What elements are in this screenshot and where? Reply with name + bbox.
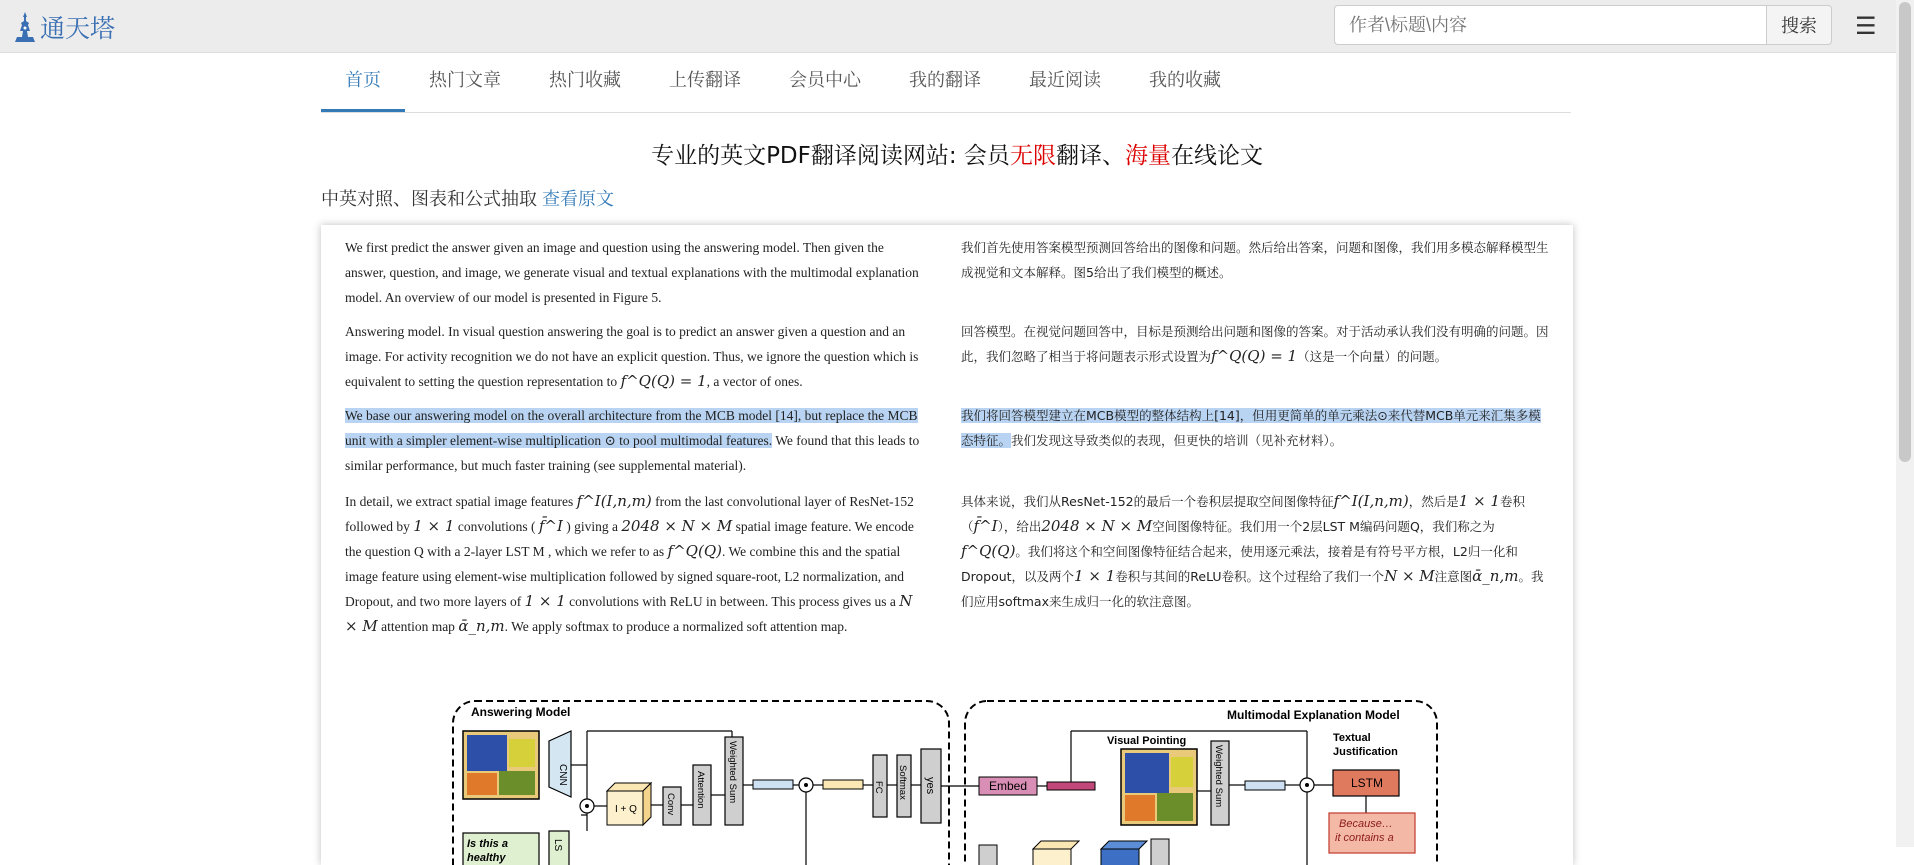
en-p4-seg-2: from the last convolutional layer of ResNet-152 followed by	[345, 494, 914, 534]
zh-p4-math-6: 1 × 1	[1074, 567, 1116, 585]
page-headline	[0, 137, 1914, 170]
en-p4-seg-9: . We apply softmax to produce a normalized soft attention map.	[504, 619, 848, 634]
textual-justification-label-2: Justification	[1333, 746, 1398, 758]
en-p4-seg-4: ) giving a	[566, 519, 618, 534]
tower-logo-icon	[14, 11, 36, 43]
explanation-model-label: Multimodal Explanation Model	[1227, 708, 1400, 722]
answer-yes-label: yes	[924, 777, 936, 795]
bilingual-content-card	[321, 225, 1573, 865]
search-button[interactable]: 搜索	[1766, 5, 1832, 45]
en-paragraph-1: We first predict the answer given an image and question using the answering model. Then given the answer, question, and image, we generate visual and textual explanations with the multimodal explanation model. An overview of our model is presented in Figure 5.	[345, 240, 919, 305]
iq-label: I + Q	[615, 804, 637, 815]
en-p2-text: Answering model. In visual question answering the goal is to predict an answer given a question and an image. For activity recognition we do not have an explicit question. Thus, we ignore the question which is equivalent to setting the question representation to	[345, 324, 919, 389]
input-image-thumbnail	[463, 731, 539, 799]
page-scrollbar[interactable]	[1896, 0, 1914, 847]
explanation-output-1: Because…	[1339, 818, 1393, 830]
en-p4-math-6: 1 × 1	[524, 592, 566, 610]
tab-recent-reading[interactable]: 最近阅读	[1029, 70, 1101, 90]
embed-label: Embed	[989, 779, 1028, 793]
cnn-label: CNN	[557, 764, 568, 786]
headline-highlight-1: 无限	[1009, 143, 1056, 169]
zh-p4-seg-7: 卷积与其间的ReLU卷积。这个过程给了我们一个	[1115, 569, 1385, 584]
en-p4-seg-3: convolutions (	[457, 519, 536, 534]
zh-p4-math-1: f^I(I,n,m)	[1333, 492, 1409, 510]
softmax-label: Softmax	[897, 765, 908, 800]
en-p4-math-8: ᾱ_n,m	[458, 617, 505, 635]
question-lstm-label: LS	[552, 839, 563, 852]
weighted-sum-label: Weighted Sum	[727, 741, 738, 804]
zh-p3-text: 我们发现这导致类似的表现，但更快的培训（见补充材料）。	[1011, 433, 1343, 448]
en-p4-seg-1: In detail, we extract spatial image features	[345, 494, 574, 509]
visual-pointing-image	[1121, 749, 1197, 825]
en-p4-math-1: f^I(I,n,m)	[576, 492, 652, 510]
zh-p4-math-8: ᾱ_n,m	[1472, 567, 1519, 585]
zh-p4-math-4: 2048 × N × M	[1041, 517, 1153, 535]
zh-p4-seg-1: 具体来说，我们从ResNet-152的最后一个卷积层提取空间图像特征	[961, 494, 1334, 509]
en-p3-highlighted[interactable]: We base our answering model on the overall architecture from the MCB model [14], but replace the MCB unit with a simpler element-wise multiplication ⊙ to pool multimodal features.	[345, 408, 918, 448]
page-subtitle	[321, 185, 614, 211]
lstm-label: LSTM	[1351, 776, 1384, 790]
headline-text-3: 在线论文	[1170, 143, 1263, 169]
hamburger-menu-icon[interactable]: ☰	[1855, 13, 1877, 40]
zh-p4-math-2: 1 × 1	[1458, 492, 1500, 510]
tab-my-translations[interactable]: 我的翻译	[909, 70, 981, 90]
zh-p4-seg-9: 。我们应用softmax来生成归一化的软注意图。	[961, 569, 1544, 609]
explanation-output-2: it contains a	[1335, 832, 1394, 844]
subtitle-text: 中英对照、图表和公式抽取	[321, 189, 537, 209]
visual-pointing-label: Visual Pointing	[1107, 735, 1187, 747]
en-p3-text: We found that this leads to similar performance, but much faster training (see supplemental material).	[345, 433, 920, 473]
view-original-link[interactable]: 查看原文	[542, 189, 615, 209]
logo-text: 通天塔	[40, 15, 116, 43]
conv-label: Conv	[665, 793, 676, 816]
answering-model-label: Answering Model	[471, 705, 571, 719]
zh-p4-seg-2: ，然后是	[1408, 494, 1459, 509]
en-p4-seg-7: convolutions with ReLU in between. This process gives us a	[569, 594, 896, 609]
tab-home[interactable]: 首页	[321, 52, 405, 112]
zh-p4-math-7: N × M	[1384, 567, 1435, 585]
headline-highlight-2: 海量	[1124, 143, 1171, 169]
en-p4-math-5: f^Q(Q)	[667, 542, 722, 560]
tab-hot-favorites[interactable]: 热门收藏	[549, 70, 621, 90]
en-p4-math-2: 1 × 1	[413, 517, 455, 535]
zh-p4-math-3: f̄^I	[973, 517, 998, 535]
question-text-2: healthy	[467, 852, 506, 864]
fc-label: FC	[873, 781, 884, 794]
en-p4-seg-6: . We combine this and the spatial image feature using element-wise multiplication followed by signed square-root, L2 normalization, and Dropout, and two more layers of	[345, 544, 904, 609]
scrollbar-thumb[interactable]	[1899, 2, 1911, 462]
logo[interactable]	[14, 9, 115, 45]
search-box	[1334, 5, 1832, 45]
tab-member-center[interactable]: 会员中心	[789, 70, 861, 90]
top-bar	[0, 0, 1914, 53]
zh-paragraph-1: 我们首先使用答案模型预测回答给出的图像和问题。然后给出答案，问题和图像，我们用多模态解释模型生成视觉和文本解释。图5给出了我们模型的概述。	[961, 240, 1549, 280]
en-p2-math: f^Q(Q) = 1	[620, 372, 707, 390]
zh-p2-text: 回答模型。在视觉问题回答中，目标是预测给出问题和图像的答案。对于活动承认我们没有明确的问题。因此，我们忽略了相当于将问题表示形式设置为	[961, 324, 1549, 364]
en-p2-text-end: , a vector of ones.	[706, 374, 803, 389]
attention-label: Attention	[695, 771, 706, 809]
en-p4-seg-5: spatial image feature. We encode the question Q with a 2-layer LST M , which we refer to as	[345, 519, 914, 559]
tab-hot-articles[interactable]: 热门文章	[429, 70, 501, 90]
question-text-1: Is this a	[467, 838, 508, 850]
zh-p4-seg-6: 。我们将这个和空间图像特征结合起来，使用逐元乘法，接着是有符号平方根，L2归一化和Dropout，以及两个	[961, 544, 1518, 584]
zh-p4-seg-8: 注意图	[1434, 569, 1473, 584]
zh-p4-seg-3: 卷积（	[961, 494, 1525, 534]
en-p4-math-3: f̄^I	[538, 517, 563, 535]
zh-p3-highlighted[interactable]: 我们将回答模型建立在MCB模型的整体结构上[14]，但用更简单的单元乘法⊙来代替MCB单元来汇集多模态特征。	[961, 408, 1541, 448]
fused-vector-bar	[823, 780, 863, 789]
explanation-vector-bar	[1245, 781, 1285, 790]
image-vector-bar	[753, 780, 793, 789]
en-p4-math-7: N × M	[345, 592, 913, 635]
tab-upload-translation[interactable]: 上传翻译	[669, 70, 741, 90]
en-p4-seg-8: attention map	[381, 619, 455, 634]
zh-p2-math: f^Q(Q) = 1	[1211, 347, 1298, 365]
headline-text-1: 专业的英文PDF翻译阅读网站: 会员	[651, 143, 1010, 169]
embed-vector-bar	[1047, 782, 1095, 790]
zh-p2-text-end: （这是一个向量）的问题。	[1297, 349, 1448, 364]
en-p4-math-4: 2048 × N × M	[621, 517, 733, 535]
explanation-weighted-sum-label: Weighted Sum	[1213, 745, 1224, 808]
zh-p4-seg-5: 空间图像特征。我们用一个2层LST M编码问题Q，我们称之为	[1152, 519, 1495, 534]
textual-justification-label-1: Textual	[1333, 732, 1371, 744]
headline-text-2: 翻译、	[1055, 143, 1125, 169]
search-input[interactable]	[1334, 5, 1767, 45]
zh-p4-seg-4: ），给出	[997, 519, 1042, 534]
main-nav	[321, 52, 1571, 113]
zh-p4-math-5: f^Q(Q)	[961, 542, 1016, 560]
tab-my-favorites[interactable]: 我的收藏	[1149, 70, 1221, 90]
